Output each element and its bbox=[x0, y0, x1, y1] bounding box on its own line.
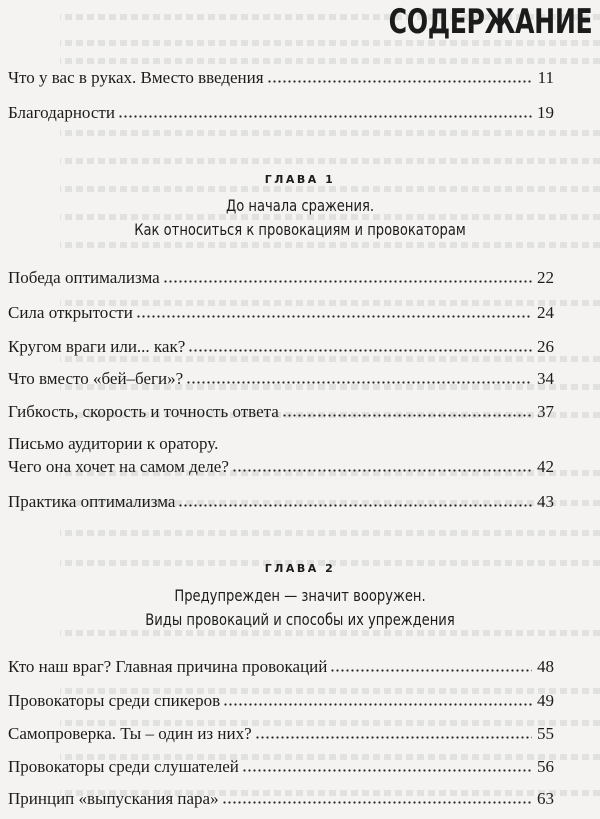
toc-entry[interactable] bbox=[8, 657, 554, 677]
toc-entry-label: Провокаторы среди спикеров bbox=[8, 691, 221, 710]
dot-leader bbox=[267, 80, 532, 83]
toc-entry-label: Самопроверка. Ты – один из них? bbox=[8, 724, 252, 743]
toc-entry[interactable] bbox=[8, 103, 554, 123]
toc-entry-label-line-2: Чего она хочет на самом деле? bbox=[8, 457, 229, 476]
toc-entry-label: Победа оптимализма bbox=[8, 268, 160, 287]
chapter-1-title-line-1: До начала сражения. bbox=[225, 196, 375, 215]
toc-entry-page: 55 bbox=[537, 724, 554, 743]
toc-entry-label: Гибкость, скорость и точность ответа bbox=[8, 402, 279, 421]
toc-entry-page: 19 bbox=[537, 103, 554, 122]
toc-entry[interactable] bbox=[8, 724, 554, 744]
toc-entry-label: Что вместо «бей–беги»? bbox=[8, 369, 184, 388]
toc-entry-page: 56 bbox=[537, 757, 554, 776]
dot-leader bbox=[136, 315, 532, 318]
toc-entry-page: 34 bbox=[537, 369, 554, 388]
dot-leader bbox=[188, 349, 532, 352]
toc-entry[interactable] bbox=[8, 303, 554, 323]
toc-entry[interactable] bbox=[8, 492, 554, 512]
toc-entry[interactable] bbox=[8, 402, 554, 422]
toc-entry-label-line-1[interactable]: Письмо аудитории к оратору. bbox=[8, 434, 219, 453]
chapter-1-title-line-2: Как относиться к провокациям и провокаторам bbox=[134, 220, 466, 239]
toc-entry[interactable] bbox=[8, 789, 554, 809]
toc-entry-page: 49 bbox=[537, 691, 554, 710]
dot-leader bbox=[223, 703, 532, 706]
toc-entry-page: 22 bbox=[537, 268, 554, 287]
dot-leader bbox=[178, 504, 532, 507]
toc-entry-page: 26 bbox=[537, 337, 554, 356]
toc-entry-label: Кто наш враг? Главная причина провокаций bbox=[8, 657, 328, 676]
toc-entry-label: Провокаторы среди слушателей bbox=[8, 757, 239, 776]
chapter-1-label: ГЛАВА 1 bbox=[264, 173, 336, 186]
chapter-2-label: ГЛАВА 2 bbox=[264, 562, 336, 575]
toc-entry[interactable] bbox=[8, 457, 554, 477]
toc-entry-label: Принцип «выпускания пара» bbox=[8, 789, 219, 808]
toc-entry[interactable] bbox=[8, 337, 554, 357]
toc-entry[interactable] bbox=[8, 691, 554, 711]
toc-entry[interactable] bbox=[8, 369, 554, 389]
chapter-2-title-line-1: Предупрежден — значит вооружен. bbox=[174, 586, 426, 605]
toc-entry[interactable] bbox=[8, 757, 554, 777]
dot-leader bbox=[118, 115, 532, 118]
dot-leader bbox=[282, 414, 532, 417]
toc-entry-label: Кругом враги или... как? bbox=[8, 337, 186, 356]
toc-entry-label: Что у вас в руках. Вместо введения bbox=[8, 68, 264, 87]
toc-entry-label: Практика оптимализма bbox=[8, 492, 176, 511]
toc-entry-label: Благодарности bbox=[8, 103, 115, 122]
toc-entry-page: 24 bbox=[537, 303, 554, 322]
toc-entry-page: 48 bbox=[537, 657, 554, 676]
dot-leader bbox=[255, 736, 532, 739]
toc-entry-page: 63 bbox=[537, 789, 554, 808]
toc-entry[interactable] bbox=[8, 268, 554, 288]
toc-entry-label: Сила открытости bbox=[8, 303, 133, 322]
dot-leader bbox=[222, 801, 532, 804]
dot-leader bbox=[242, 769, 532, 772]
dot-leader bbox=[186, 381, 532, 384]
toc-entry-page: 11 bbox=[537, 68, 554, 87]
dot-leader bbox=[232, 469, 532, 472]
page-title: СОДЕРЖАНИЕ bbox=[388, 2, 592, 42]
toc-entry[interactable] bbox=[8, 68, 554, 88]
toc-entry-page: 42 bbox=[537, 457, 554, 476]
dot-leader bbox=[330, 669, 532, 672]
toc-entry-page: 43 bbox=[537, 492, 554, 511]
chapter-2-title-line-2: Виды провокаций и способы их упреждения bbox=[145, 610, 455, 629]
dot-leader bbox=[163, 280, 532, 283]
toc-entry-page: 37 bbox=[537, 402, 554, 421]
